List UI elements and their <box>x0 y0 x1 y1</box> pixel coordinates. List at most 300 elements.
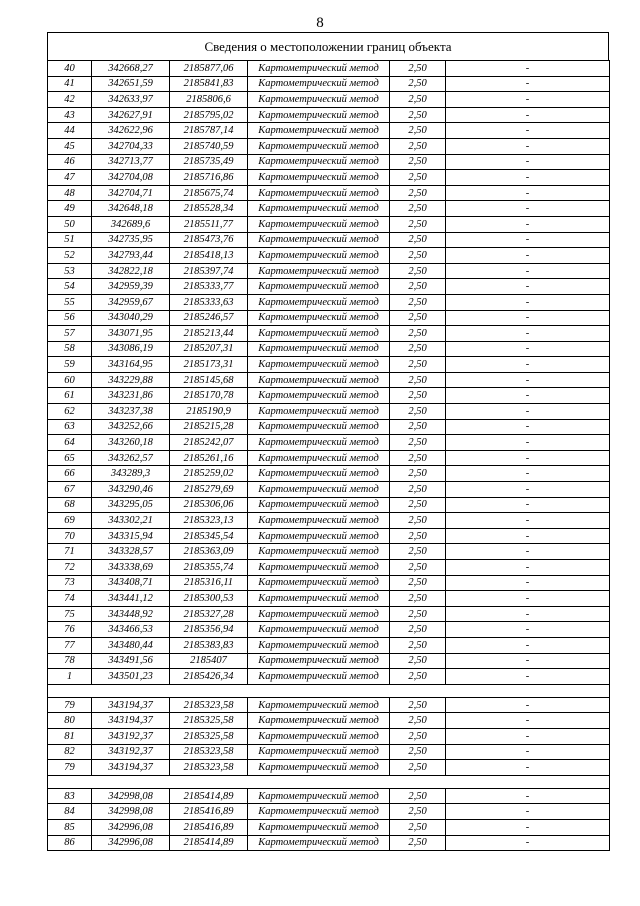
point-number-cell: 57 <box>48 326 92 342</box>
method-cell: Картометрический метод <box>248 435 390 451</box>
x-coordinate-cell: 342622,96 <box>92 123 170 139</box>
accuracy-cell: 2,50 <box>390 248 446 264</box>
y-coordinate-cell: 2185323,58 <box>170 744 248 760</box>
method-cell: Картометрический метод <box>248 388 390 404</box>
y-coordinate-cell: 2185877,06 <box>170 61 248 77</box>
accuracy-cell: 2,50 <box>390 216 446 232</box>
table-row <box>48 61 610 77</box>
method-cell: Картометрический метод <box>248 804 390 820</box>
table-row <box>48 185 610 201</box>
description-cell: - <box>446 263 610 279</box>
method-cell: Картометрический метод <box>248 622 390 638</box>
y-coordinate-cell: 2185426,34 <box>170 669 248 685</box>
accuracy-cell: 2,50 <box>390 357 446 373</box>
table-row <box>48 138 610 154</box>
accuracy-cell: 2,50 <box>390 804 446 820</box>
description-cell: - <box>446 669 610 685</box>
description-cell: - <box>446 154 610 170</box>
method-cell: Картометрический метод <box>248 372 390 388</box>
y-coordinate-cell: 2185323,58 <box>170 697 248 713</box>
table-row <box>48 404 610 420</box>
x-coordinate-cell: 343260,18 <box>92 435 170 451</box>
point-number-cell: 82 <box>48 744 92 760</box>
x-coordinate-cell: 343192,37 <box>92 728 170 744</box>
y-coordinate-cell: 2185397,74 <box>170 263 248 279</box>
method-cell: Картометрический метод <box>248 154 390 170</box>
accuracy-cell: 2,50 <box>390 482 446 498</box>
point-number-cell: 58 <box>48 341 92 357</box>
table-row <box>48 123 610 139</box>
description-cell: - <box>446 76 610 92</box>
accuracy-cell: 2,50 <box>390 76 446 92</box>
point-number-cell: 70 <box>48 528 92 544</box>
x-coordinate-cell: 343466,53 <box>92 622 170 638</box>
method-cell: Картометрический метод <box>248 216 390 232</box>
table-row <box>48 388 610 404</box>
table-row <box>48 201 610 217</box>
y-coordinate-cell: 2185246,57 <box>170 310 248 326</box>
accuracy-cell: 2,50 <box>390 450 446 466</box>
table-row <box>48 466 610 482</box>
accuracy-cell: 2,50 <box>390 497 446 513</box>
y-coordinate-cell: 2185261,16 <box>170 450 248 466</box>
y-coordinate-cell: 2185735,49 <box>170 154 248 170</box>
point-number-cell: 76 <box>48 622 92 638</box>
method-cell: Картометрический метод <box>248 637 390 653</box>
point-number-cell: 48 <box>48 185 92 201</box>
y-coordinate-cell: 2185259,02 <box>170 466 248 482</box>
description-cell: - <box>446 357 610 373</box>
point-number-cell: 71 <box>48 544 92 560</box>
y-coordinate-cell: 2185841,83 <box>170 76 248 92</box>
point-number-cell: 85 <box>48 819 92 835</box>
accuracy-cell: 2,50 <box>390 513 446 529</box>
x-coordinate-cell: 343071,95 <box>92 326 170 342</box>
accuracy-cell: 2,50 <box>390 788 446 804</box>
description-cell: - <box>446 404 610 420</box>
description-cell: - <box>446 466 610 482</box>
x-coordinate-cell: 343194,37 <box>92 760 170 776</box>
method-cell: Картометрический метод <box>248 201 390 217</box>
y-coordinate-cell: 2185383,83 <box>170 637 248 653</box>
table-row <box>48 248 610 264</box>
method-cell: Картометрический метод <box>248 482 390 498</box>
description-cell: - <box>446 528 610 544</box>
method-cell: Картометрический метод <box>248 294 390 310</box>
method-cell: Картометрический метод <box>248 697 390 713</box>
description-cell: - <box>446 232 610 248</box>
accuracy-cell: 2,50 <box>390 653 446 669</box>
method-cell: Картометрический метод <box>248 513 390 529</box>
y-coordinate-cell: 2185190,9 <box>170 404 248 420</box>
x-coordinate-cell: 342651,59 <box>92 76 170 92</box>
method-cell: Картометрический метод <box>248 819 390 835</box>
description-cell: - <box>446 575 610 591</box>
table-row <box>48 513 610 529</box>
x-coordinate-cell: 342704,71 <box>92 185 170 201</box>
method-cell: Картометрический метод <box>248 497 390 513</box>
method-cell: Картометрический метод <box>248 744 390 760</box>
accuracy-cell: 2,50 <box>390 138 446 154</box>
x-coordinate-cell: 343289,3 <box>92 466 170 482</box>
point-number-cell: 77 <box>48 637 92 653</box>
x-coordinate-cell: 343448,92 <box>92 606 170 622</box>
accuracy-cell: 2,50 <box>390 744 446 760</box>
accuracy-cell: 2,50 <box>390 669 446 685</box>
method-cell: Картометрический метод <box>248 248 390 264</box>
x-coordinate-cell: 343164,95 <box>92 357 170 373</box>
accuracy-cell: 2,50 <box>390 404 446 420</box>
accuracy-cell: 2,50 <box>390 575 446 591</box>
description-cell: - <box>446 216 610 232</box>
x-coordinate-cell: 343295,05 <box>92 497 170 513</box>
x-coordinate-cell: 343194,37 <box>92 697 170 713</box>
accuracy-cell: 2,50 <box>390 170 446 186</box>
accuracy-cell: 2,50 <box>390 835 446 851</box>
y-coordinate-cell: 2185325,58 <box>170 713 248 729</box>
method-cell: Картометрический метод <box>248 788 390 804</box>
point-number-cell: 74 <box>48 591 92 607</box>
y-coordinate-cell: 2185716,86 <box>170 170 248 186</box>
accuracy-cell: 2,50 <box>390 528 446 544</box>
method-cell: Картометрический метод <box>248 606 390 622</box>
point-number-cell: 86 <box>48 835 92 851</box>
y-coordinate-cell: 2185787,14 <box>170 123 248 139</box>
description-cell: - <box>446 482 610 498</box>
accuracy-cell: 2,50 <box>390 326 446 342</box>
method-cell: Картометрический метод <box>248 310 390 326</box>
table-row <box>48 107 610 123</box>
table-row <box>48 697 610 713</box>
description-cell: - <box>446 760 610 776</box>
point-number-cell: 84 <box>48 804 92 820</box>
accuracy-cell: 2,50 <box>390 728 446 744</box>
point-number-cell: 79 <box>48 697 92 713</box>
description-cell: - <box>446 513 610 529</box>
table-row <box>48 819 610 835</box>
table-row <box>48 419 610 435</box>
x-coordinate-cell: 342822,18 <box>92 263 170 279</box>
y-coordinate-cell: 2185215,28 <box>170 419 248 435</box>
accuracy-cell: 2,50 <box>390 201 446 217</box>
x-coordinate-cell: 342633,97 <box>92 92 170 108</box>
point-number-cell: 1 <box>48 669 92 685</box>
table-row <box>48 622 610 638</box>
x-coordinate-cell: 343338,69 <box>92 560 170 576</box>
accuracy-cell: 2,50 <box>390 107 446 123</box>
group-separator-row <box>48 775 610 788</box>
table-row <box>48 326 610 342</box>
table-row <box>48 669 610 685</box>
y-coordinate-cell: 2185316,11 <box>170 575 248 591</box>
x-coordinate-cell: 343315,94 <box>92 528 170 544</box>
method-cell: Картометрический метод <box>248 591 390 607</box>
accuracy-cell: 2,50 <box>390 560 446 576</box>
y-coordinate-cell: 2185416,89 <box>170 804 248 820</box>
accuracy-cell: 2,50 <box>390 61 446 77</box>
point-number-cell: 46 <box>48 154 92 170</box>
method-cell: Картометрический метод <box>248 713 390 729</box>
table-title: Сведения о местоположении границ объекта <box>47 32 609 60</box>
x-coordinate-cell: 342996,08 <box>92 819 170 835</box>
y-coordinate-cell: 2185173,31 <box>170 357 248 373</box>
point-number-cell: 52 <box>48 248 92 264</box>
description-cell: - <box>446 138 610 154</box>
table-row <box>48 450 610 466</box>
description-cell: - <box>446 450 610 466</box>
point-number-cell: 63 <box>48 419 92 435</box>
description-cell: - <box>446 560 610 576</box>
y-coordinate-cell: 2185414,89 <box>170 835 248 851</box>
table-row <box>48 357 610 373</box>
description-cell: - <box>446 591 610 607</box>
y-coordinate-cell: 2185740,59 <box>170 138 248 154</box>
x-coordinate-cell: 343086,19 <box>92 341 170 357</box>
description-cell: - <box>446 279 610 295</box>
description-cell: - <box>446 713 610 729</box>
point-number-cell: 83 <box>48 788 92 804</box>
table-row <box>48 560 610 576</box>
x-coordinate-cell: 342793,44 <box>92 248 170 264</box>
accuracy-cell: 2,50 <box>390 388 446 404</box>
method-cell: Картометрический метод <box>248 123 390 139</box>
description-cell: - <box>446 170 610 186</box>
table-row <box>48 341 610 357</box>
method-cell: Картометрический метод <box>248 357 390 373</box>
point-number-cell: 75 <box>48 606 92 622</box>
point-number-cell: 42 <box>48 92 92 108</box>
x-coordinate-cell: 342648,18 <box>92 201 170 217</box>
description-cell: - <box>446 728 610 744</box>
table-row <box>48 310 610 326</box>
y-coordinate-cell: 2185323,13 <box>170 513 248 529</box>
x-coordinate-cell: 343229,88 <box>92 372 170 388</box>
point-number-cell: 64 <box>48 435 92 451</box>
y-coordinate-cell: 2185345,54 <box>170 528 248 544</box>
method-cell: Картометрический метод <box>248 326 390 342</box>
method-cell: Картометрический метод <box>248 728 390 744</box>
point-number-cell: 61 <box>48 388 92 404</box>
description-cell: - <box>446 326 610 342</box>
x-coordinate-cell: 342959,67 <box>92 294 170 310</box>
x-coordinate-cell: 342735,95 <box>92 232 170 248</box>
y-coordinate-cell: 2185325,58 <box>170 728 248 744</box>
y-coordinate-cell: 2185416,89 <box>170 819 248 835</box>
method-cell: Картометрический метод <box>248 528 390 544</box>
point-number-cell: 44 <box>48 123 92 139</box>
description-cell: - <box>446 107 610 123</box>
table-row <box>48 606 610 622</box>
table-row <box>48 835 610 851</box>
accuracy-cell: 2,50 <box>390 760 446 776</box>
boundary-sheet <box>47 32 609 851</box>
accuracy-cell: 2,50 <box>390 372 446 388</box>
method-cell: Картометрический метод <box>248 185 390 201</box>
x-coordinate-cell: 343262,57 <box>92 450 170 466</box>
table-row <box>48 170 610 186</box>
point-number-cell: 41 <box>48 76 92 92</box>
accuracy-cell: 2,50 <box>390 435 446 451</box>
description-cell: - <box>446 372 610 388</box>
method-cell: Картометрический метод <box>248 76 390 92</box>
method-cell: Картометрический метод <box>248 232 390 248</box>
point-number-cell: 67 <box>48 482 92 498</box>
description-cell: - <box>446 544 610 560</box>
table-row <box>48 294 610 310</box>
y-coordinate-cell: 2185145,68 <box>170 372 248 388</box>
y-coordinate-cell: 2185418,13 <box>170 248 248 264</box>
y-coordinate-cell: 2185333,63 <box>170 294 248 310</box>
x-coordinate-cell: 343480,44 <box>92 637 170 653</box>
y-coordinate-cell: 2185355,74 <box>170 560 248 576</box>
x-coordinate-cell: 342998,08 <box>92 788 170 804</box>
x-coordinate-cell: 343441,12 <box>92 591 170 607</box>
y-coordinate-cell: 2185473,76 <box>170 232 248 248</box>
accuracy-cell: 2,50 <box>390 544 446 560</box>
description-cell: - <box>446 123 610 139</box>
x-coordinate-cell: 342704,33 <box>92 138 170 154</box>
y-coordinate-cell: 2185207,31 <box>170 341 248 357</box>
method-cell: Картометрический метод <box>248 544 390 560</box>
method-cell: Картометрический метод <box>248 92 390 108</box>
description-cell: - <box>446 788 610 804</box>
table-row <box>48 653 610 669</box>
table-row <box>48 497 610 513</box>
group-separator-row <box>48 684 610 697</box>
point-number-cell: 55 <box>48 294 92 310</box>
accuracy-cell: 2,50 <box>390 123 446 139</box>
point-number-cell: 79 <box>48 760 92 776</box>
table-row <box>48 591 610 607</box>
method-cell: Картометрический метод <box>248 466 390 482</box>
y-coordinate-cell: 2185213,44 <box>170 326 248 342</box>
y-coordinate-cell: 2185327,28 <box>170 606 248 622</box>
method-cell: Картометрический метод <box>248 170 390 186</box>
x-coordinate-cell: 343252,66 <box>92 419 170 435</box>
description-cell: - <box>446 248 610 264</box>
x-coordinate-cell: 343408,71 <box>92 575 170 591</box>
method-cell: Картометрический метод <box>248 404 390 420</box>
y-coordinate-cell: 2185414,89 <box>170 788 248 804</box>
accuracy-cell: 2,50 <box>390 92 446 108</box>
point-number-cell: 65 <box>48 450 92 466</box>
y-coordinate-cell: 2185806,6 <box>170 92 248 108</box>
method-cell: Картометрический метод <box>248 279 390 295</box>
table-row <box>48 544 610 560</box>
y-coordinate-cell: 2185306,06 <box>170 497 248 513</box>
method-cell: Картометрический метод <box>248 450 390 466</box>
y-coordinate-cell: 2185242,07 <box>170 435 248 451</box>
accuracy-cell: 2,50 <box>390 294 446 310</box>
y-coordinate-cell: 2185407 <box>170 653 248 669</box>
x-coordinate-cell: 342998,08 <box>92 804 170 820</box>
method-cell: Картометрический метод <box>248 560 390 576</box>
method-cell: Картометрический метод <box>248 575 390 591</box>
point-number-cell: 53 <box>48 263 92 279</box>
table-row <box>48 92 610 108</box>
table-row <box>48 728 610 744</box>
y-coordinate-cell: 2185279,69 <box>170 482 248 498</box>
point-number-cell: 56 <box>48 310 92 326</box>
accuracy-cell: 2,50 <box>390 466 446 482</box>
accuracy-cell: 2,50 <box>390 819 446 835</box>
method-cell: Картометрический метод <box>248 669 390 685</box>
description-cell: - <box>446 744 610 760</box>
accuracy-cell: 2,50 <box>390 606 446 622</box>
page-number: 8 <box>316 15 324 31</box>
point-number-cell: 66 <box>48 466 92 482</box>
method-cell: Картометрический метод <box>248 107 390 123</box>
method-cell: Картометрический метод <box>248 61 390 77</box>
table-row <box>48 804 610 820</box>
coordinates-table-body <box>48 61 610 851</box>
accuracy-cell: 2,50 <box>390 185 446 201</box>
separator-cell <box>48 775 610 788</box>
table-row <box>48 435 610 451</box>
point-number-cell: 45 <box>48 138 92 154</box>
x-coordinate-cell: 343328,57 <box>92 544 170 560</box>
table-row <box>48 216 610 232</box>
description-cell: - <box>446 92 610 108</box>
x-coordinate-cell: 343501,23 <box>92 669 170 685</box>
table-row <box>48 482 610 498</box>
point-number-cell: 78 <box>48 653 92 669</box>
method-cell: Картометрический метод <box>248 138 390 154</box>
y-coordinate-cell: 2185356,94 <box>170 622 248 638</box>
accuracy-cell: 2,50 <box>390 637 446 653</box>
x-coordinate-cell: 343302,21 <box>92 513 170 529</box>
point-number-cell: 54 <box>48 279 92 295</box>
table-row <box>48 637 610 653</box>
description-cell: - <box>446 637 610 653</box>
point-number-cell: 49 <box>48 201 92 217</box>
table-row <box>48 788 610 804</box>
x-coordinate-cell: 342627,91 <box>92 107 170 123</box>
description-cell: - <box>446 201 610 217</box>
method-cell: Картометрический метод <box>248 653 390 669</box>
separator-cell <box>48 684 610 697</box>
y-coordinate-cell: 2185675,74 <box>170 185 248 201</box>
y-coordinate-cell: 2185323,58 <box>170 760 248 776</box>
x-coordinate-cell: 343491,56 <box>92 653 170 669</box>
point-number-cell: 69 <box>48 513 92 529</box>
x-coordinate-cell: 342668,27 <box>92 61 170 77</box>
point-number-cell: 80 <box>48 713 92 729</box>
method-cell: Картометрический метод <box>248 419 390 435</box>
description-cell: - <box>446 653 610 669</box>
accuracy-cell: 2,50 <box>390 419 446 435</box>
table-row <box>48 744 610 760</box>
description-cell: - <box>446 310 610 326</box>
x-coordinate-cell: 343192,37 <box>92 744 170 760</box>
y-coordinate-cell: 2185300,53 <box>170 591 248 607</box>
description-cell: - <box>446 61 610 77</box>
accuracy-cell: 2,50 <box>390 697 446 713</box>
table-row <box>48 76 610 92</box>
point-number-cell: 43 <box>48 107 92 123</box>
description-cell: - <box>446 419 610 435</box>
x-coordinate-cell: 342689,6 <box>92 216 170 232</box>
y-coordinate-cell: 2185795,02 <box>170 107 248 123</box>
point-number-cell: 81 <box>48 728 92 744</box>
point-number-cell: 62 <box>48 404 92 420</box>
table-row <box>48 760 610 776</box>
x-coordinate-cell: 343040,29 <box>92 310 170 326</box>
description-cell: - <box>446 497 610 513</box>
table-row <box>48 232 610 248</box>
y-coordinate-cell: 2185511,77 <box>170 216 248 232</box>
accuracy-cell: 2,50 <box>390 622 446 638</box>
